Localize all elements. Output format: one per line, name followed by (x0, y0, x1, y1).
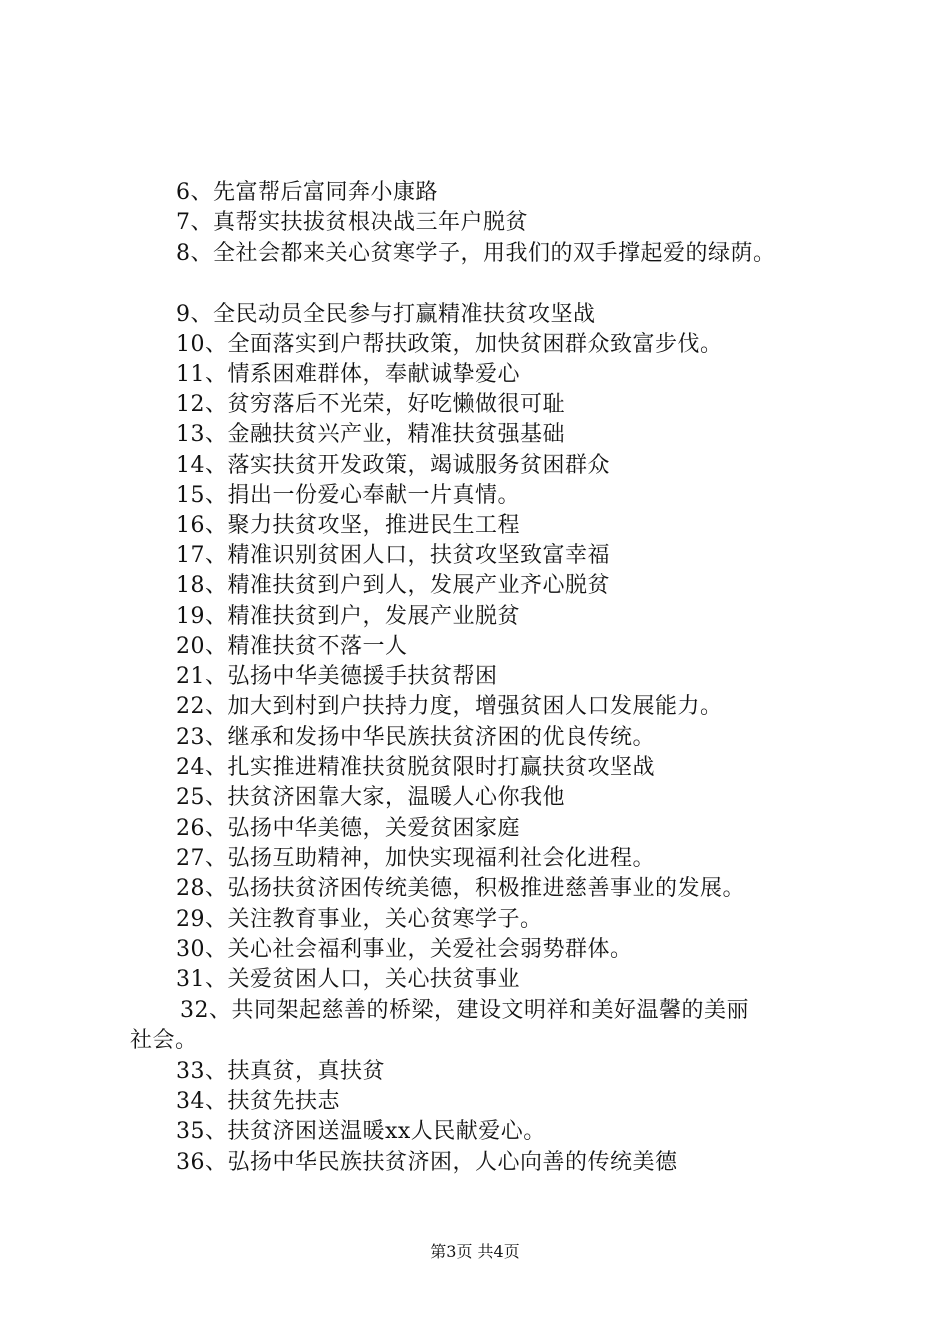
slogan-item-continuation: 社会。 (130, 1028, 198, 1053)
slogan-item: 25、扶贫济困靠大家，温暖人心你我他 (176, 785, 565, 810)
slogan-item: 8、全社会都来关心贫寒学子，用我们的双手撑起爱的绿荫。 (176, 241, 776, 266)
slogan-item: 15、捐出一份爱心奉献一片真情。 (176, 483, 520, 508)
slogan-item: 28、弘扬扶贫济困传统美德，积极推进慈善事业的发展。 (176, 876, 745, 901)
slogan-item: 14、落实扶贫开发政策，竭诚服务贫困群众 (176, 453, 610, 478)
slogan-item: 20、精准扶贫不落一人 (176, 634, 408, 659)
slogan-item: 18、精准扶贫到户到人，发展产业齐心脱贫 (176, 573, 610, 598)
slogan-item: 17、精准识别贫困人口，扶贫攻坚致富幸福 (176, 543, 610, 568)
slogan-item: 22、加大到村到户扶持力度，增强贫困人口发展能力。 (176, 694, 723, 719)
slogan-item: 33、扶真贫，真扶贫 (176, 1059, 385, 1084)
slogan-item: 29、关注教育事业，关心贫寒学子。 (176, 907, 543, 932)
slogan-item: 11、情系困难群体，奉献诚挚爱心 (176, 362, 520, 387)
slogan-item: 36、弘扬中华民族扶贫济困，人心向善的传统美德 (176, 1150, 678, 1175)
slogan-item: 23、继承和发扬中华民族扶贫济困的优良传统。 (176, 725, 655, 750)
slogan-item: 12、贫穷落后不光荣，好吃懒做很可耻 (176, 392, 565, 417)
slogan-item: 21、弘扬中华美德援手扶贫帮困 (176, 664, 498, 689)
slogan-item: 30、关心社会福利事业，关爱社会弱势群体。 (176, 937, 633, 962)
slogan-item: 32、共同架起慈善的桥梁，建设文明祥和美好温馨的美丽 (180, 998, 749, 1023)
slogan-item: 35、扶贫济困送温暖xx人民献爱心。 (176, 1119, 546, 1144)
slogan-item: 27、弘扬互助精神，加快实现福利社会化进程。 (176, 846, 655, 871)
page-footer: 第3页 共4页 (430, 1242, 520, 1261)
slogan-item: 34、扶贫先扶志 (176, 1089, 340, 1114)
slogan-item: 13、金融扶贫兴产业，精准扶贫强基础 (176, 422, 565, 447)
slogan-item: 19、精准扶贫到户，发展产业脱贫 (176, 604, 520, 629)
slogan-item: 6、先富帮后富同奔小康路 (176, 180, 438, 205)
slogan-item: 16、聚力扶贫攻坚，推进民生工程 (176, 513, 520, 538)
slogan-item: 24、扎实推进精准扶贫脱贫限时打赢扶贫攻坚战 (176, 755, 655, 780)
slogan-item: 7、真帮实扶拔贫根决战三年户脱贫 (176, 210, 528, 235)
slogan-item: 26、弘扬中华美德，关爱贫困家庭 (176, 816, 520, 841)
slogan-item: 31、关爱贫困人口，关心扶贫事业 (176, 967, 520, 992)
slogan-item: 10、全面落实到户帮扶政策，加快贫困群众致富步伐。 (176, 332, 723, 357)
slogan-item: 9、全民动员全民参与打赢精准扶贫攻坚战 (176, 302, 596, 327)
